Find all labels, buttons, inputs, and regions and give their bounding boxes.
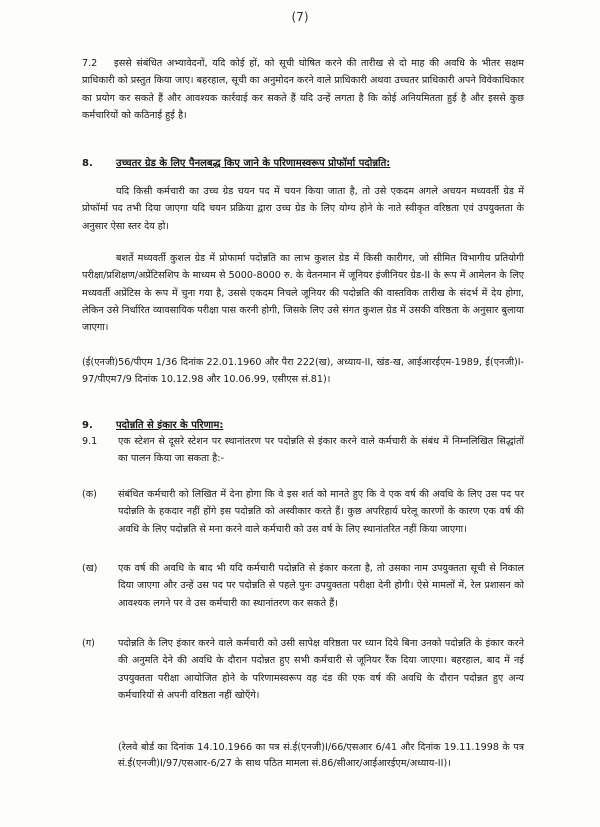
- section-9-number: 9.: [82, 420, 93, 431]
- section-9-1-text: एक स्टेशन से दूसरे स्टेशन पर स्थानांतरण पर पदोन्नति से इंकार करने वाले कर्मचारी के संबंध में निम्नलिखित सिद्धांतों का पालन किया जा सकता है:-: [118, 436, 524, 465]
- item-ga-label: (ग): [82, 638, 95, 649]
- section-9-heading: [82, 418, 524, 434]
- section-7-2-text: इससे संबंधित अभ्यावेदनों, यदि कोई हों, को सूची घोषित करने की तारीख से दो माह की अवधि के भीतर सक्षम प्राधिकारी को प्रस्तुत किया जाए। बहरहाल, सूची का अनुमोदन करने वाले प्राधिकारी अथवा उच्चतर प्राधिकारी अपने विवेकाधिकार का प्रयोग कर सकते हैं और आवश्यक कार्रवाई कर सकते हैं यदि उन्हें लगता है कि कोई अनियमितता हुई है और इससे कुछ कर्मचारियों को कठिनाई हुई है।: [82, 58, 524, 121]
- section-8-heading: [82, 156, 524, 172]
- item-ka-label: (क): [82, 489, 97, 500]
- item-kha-text: एक वर्ष की अवधि के बाद भी यदि कर्मचारी पदोन्नति से इंकार करता है, तो उसका नाम उपयुक्तता सूची से निकाल दिया जाएगा और उन्हें उस पद पर पदोन्नति से पहले पुनः उपयुक्तता परीक्षा देनी होगी। ऐसे मामलों में, रेल प्रशासन को आवश्यक लगने पर वे उस कर्मचारी का स्थानांतरण कर सकते हैं।: [118, 563, 524, 609]
- section-8-title: उच्चतर ग्रेड के लिए पैनलबद्ध किए जाने के परिणामस्वरूप प्रोफॉर्मा पदोन्नति:: [116, 158, 391, 169]
- section-8-reference: (ई(एनजी)56/पीएम 1/36 दिनांक 22.01.1960 और पैरा 222(ख), अध्याय-II, खंड-ख, आईआरईएम-1989, ई(एनजी)I-97/पीएम7/9 दिनांक 10.12.98 और 10.06.99, एसीएस सं.81)।: [82, 357, 524, 386]
- item-ga-text: पदोन्नति के लिए इंकार करने वाले कर्मचारी को उसी सापेक्ष वरिष्ठता पर ध्यान दिये बिना उनको पदोन्नति के इंकार करने की अनुमति देने की अवधि के दौरान पदोन्नत हुए सभी कर्मचारी से जूनियर रैंक दिया जाएगा। बहरहाल, बाद में नई उपयुक्तता परीक्षा आयोजित होने के परिणामस्वरूप वह दंड की एक वर्ष की अवधि के दौरान पदोन्नत हुए अन्य कर्मचारियों से अपनी वरिष्ठता नहीं खोएँगे।: [118, 638, 524, 701]
- section-8-number: 8.: [82, 158, 93, 169]
- page-number: (7): [291, 10, 309, 24]
- section-8-para-2: बशर्ते मध्यवर्ती कुशल ग्रेड में प्रोफार्मा पदोन्नति का लाभ कुशल ग्रेड में किसी कारीगर, जो सीमित विभागीय प्रतियोगी परीक्षा/प्रशिक्षण/अप्रेंटिसशिप के माध्यम से 5000-8000 रु. के वेतनमान में जूनियर इंजीनियर ग्रेड-II के रूप में आमेलन के लिए मध्यवर्ती अप्रेंटिस के रूप में चुना गया है, उससे एकदम निचले जूनियर की पदोन्नति की वास्तविक तारीख के संदर्भ में देय होगा, लेकिन उसे निर्धारित व्यावसायिक परीक्षा पास करनी होगी, जिसके लिए उसे संगत कुशल ग्रेड में उसकी वरिष्ठता के अनुसार बुलाया जाएगा।: [82, 253, 524, 334]
- section-7-2-number: 7.2: [82, 58, 98, 69]
- section-9-1-number: 9.1: [82, 436, 98, 447]
- section-8-para-1: यदि किसी कर्मचारी का उच्च ग्रेड चयन पद में चयन किया जाता है, तो उसे एकदम अगले अचयन मध्यवर्ती ग्रेड में प्रोफॉर्मा पद तभी दिया जाएगा यदि चयन प्रक्रिया द्वारा उच्च ग्रेड के लिए योग्य होने के नाते स्वीकृत वरिष्ठता एवं उपयुक्तता के अनुसार ऐसा स्तर देय हो।: [82, 186, 524, 232]
- item-ka-text: संबंधित कर्मचारी को लिखित में देना होगा कि वे इस शर्त को मानते हुए कि वे एक वर्ष की अवधि के लिए उस पद पर पदोन्नति के हकदार नहीं होंगे इस पदोन्नति को अस्वीकार करते हैं। कुछ अपरिहार्य घरेलू कारणों के कारण एक वर्ष की अवधि के लिए पदोन्नति से मना करने वाले कर्मचारी को उस वर्ष के लिए स्थानांतरित नहीं किया जाएगा।: [118, 489, 524, 535]
- item-kha-label: (ख): [82, 563, 98, 574]
- section-9-title: पदोन्नति से इंकार के परिणाम:: [116, 420, 224, 431]
- item-ga-reference: (रेलवे बोर्ड का दिनांक 14.10.1966 का पत्र सं.ई(एनजी)I/66/एसआर 6/41 और दिनांक 19.11.1998 के पत्र सं.ई(एनजी)I/97/एसआर-6/27 के साथ पठित मामला सं.86/सीआर/आईआरईएम/अध्याय-II)।: [118, 742, 524, 769]
